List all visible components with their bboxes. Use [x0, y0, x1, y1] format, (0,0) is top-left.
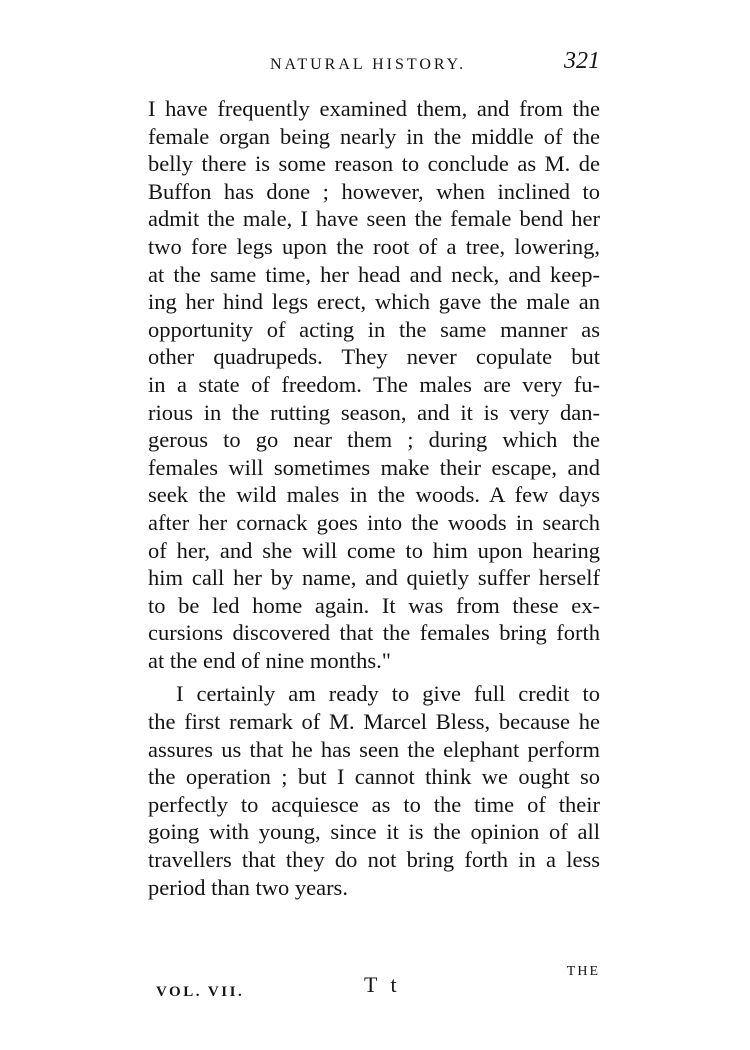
- text-line: to be led home again. It was from these ex-: [148, 592, 600, 618]
- text-line: cursions discovered that the females bring forth: [148, 620, 600, 646]
- signature-mark: T t: [364, 972, 401, 997]
- running-title: NATURAL HISTORY.: [270, 56, 467, 73]
- text-line: ing her hind legs erect, which gave the male an: [148, 289, 600, 315]
- paragraph-1: [148, 95, 600, 674]
- text-line: perfectly to acquiesce as to the time of their: [148, 791, 600, 817]
- text-line: him call her by name, and quietly suffer herself: [148, 565, 600, 591]
- paragraph-2: [148, 680, 600, 901]
- text-line: I have frequently examined them, and from the: [148, 96, 600, 121]
- text-line: at the same time, her head and neck, and keep-: [148, 261, 600, 287]
- text-line: female organ being nearly in the middle of the: [148, 123, 600, 149]
- text-line: the first remark of M. Marcel Bless, because he: [148, 709, 600, 735]
- text-line: I certainly am ready to give full credit to: [176, 681, 600, 707]
- text-line: of her, and she will come to him upon hearing: [148, 537, 600, 563]
- page-number: 321: [564, 48, 600, 74]
- text-line: going with young, since it is the opinion of all: [148, 819, 600, 845]
- text-line: period than two years.: [148, 874, 348, 900]
- text-line: females will sometimes make their escape, and: [148, 454, 600, 480]
- body-text: [148, 95, 600, 901]
- text-line: in a state of freedom. The males are very fu-: [148, 371, 600, 397]
- text-line: opportunity of acting in the same manner as: [148, 316, 600, 342]
- text-line: two fore legs upon the root of a tree, lowering,: [148, 233, 600, 259]
- text-line: seek the wild males in the woods. A few days: [148, 482, 600, 508]
- page-footer: [150, 962, 600, 1002]
- text-line: other quadrupeds. They never copulate but: [148, 344, 600, 370]
- text-line: belly there is some reason to conclude as M. de: [148, 151, 600, 177]
- running-head: [150, 48, 600, 84]
- text-line: admit the male, I have seen the female bend her: [148, 206, 600, 232]
- catchword: THE: [566, 964, 600, 979]
- text-line: assures us that he has seen the elephant perform: [148, 736, 600, 762]
- text-line: rious in the rutting season, and it is very dan-: [148, 399, 600, 425]
- text-line: the operation ; but I cannot think we ought so: [148, 764, 600, 790]
- text-line: gerous to go near them ; during which the: [148, 427, 600, 453]
- text-line: at the end of nine months.": [148, 647, 391, 673]
- text-line: after her cornack goes into the woods in search: [148, 509, 600, 535]
- text-line: Buffon has done ; however, when inclined to: [148, 178, 600, 204]
- volume-label: VOL. VII.: [156, 984, 245, 1000]
- text-line: travellers that they do not bring forth in a less: [148, 847, 600, 873]
